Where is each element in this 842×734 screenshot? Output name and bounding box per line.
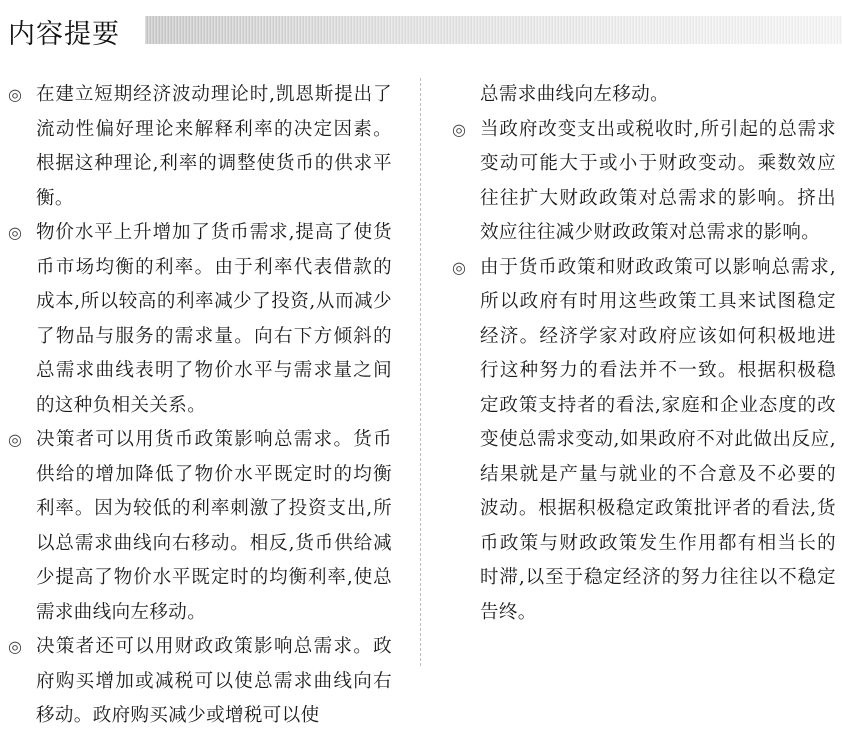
bullet-icon: ◎ <box>452 257 467 277</box>
summary-item <box>452 251 836 631</box>
bullet-icon: ◎ <box>8 430 23 449</box>
summary-item <box>8 78 392 216</box>
right-column <box>452 78 836 630</box>
summary-item-continuation: 总需求曲线向左移动。 <box>480 84 670 105</box>
summary-item-text: 物价水平上升增加了货币需求,提高了使货币市场均衡的利率。由于利率代表借款的成本,所以较高的利率减少了投资,从而减少了物品与服务的需求量。向右下方倾斜的总需求曲线表明了物价水平与需求量之间的这种负相关关系。 <box>36 222 392 416</box>
bullet-icon: ◎ <box>452 119 467 139</box>
summary-item <box>8 423 392 630</box>
bullet-icon: ◎ <box>8 637 23 656</box>
section-title: 内容提要 <box>8 19 120 50</box>
column-divider <box>420 78 421 666</box>
summary-item-text: 当政府改变支出或税收时,所引起的总需求变动可能大于或小于财政变动。乘数效应往往扩大财政政策对总需求的影响。挤出效应往往减少财政政策对总需求的影响。 <box>480 118 836 243</box>
summary-item <box>8 216 392 423</box>
section-header <box>0 0 842 58</box>
header-decorative-band <box>145 16 842 44</box>
summary-item <box>8 630 392 734</box>
summary-item-text: 决策者可以用货币政策影响总需求。货币供给的增加降低了物价水平既定时的均衡利率。因为较低的利率刺激了投资支出,所以总需求曲线向右移动。相反,货币供给减少提高了物价水平既定时的均衡利率,使总需求曲线向左移动。 <box>36 429 392 623</box>
summary-item <box>452 113 836 251</box>
summary-item-text: 在建立短期经济波动理论时,凯恩斯提出了流动性偏好理论来解释利率的决定因素。根据这种理论,利率的调整使货币的供求平衡。 <box>36 84 392 209</box>
left-column <box>8 78 392 734</box>
bullet-icon: ◎ <box>8 223 23 242</box>
bullet-icon: ◎ <box>8 85 23 104</box>
summary-item-text: 由于货币政策和财政政策可以影响总需求,所以政府有时用这些政策工具来试图稳定经济。经济学家对政府应该如何积极地进行这种努力的看法并不一致。根据积极稳定政策支持者的看法,家庭和企业态度的改变使总需求变动,如果政府不对此做出反应,结果就是产量与就业的不合意及不必要的波动。根据积极稳定政策批评者的看法,货币政策与财政政策发生作用都有相当长的时滞,以至于稳定经济的努力往往以不稳定告终。 <box>480 256 836 623</box>
summary-item-text: 决策者还可以用财政政策影响总需求。政府购买增加或减税可以使总需求曲线向右移动。政府购买减少或增税可以使 <box>36 636 392 726</box>
